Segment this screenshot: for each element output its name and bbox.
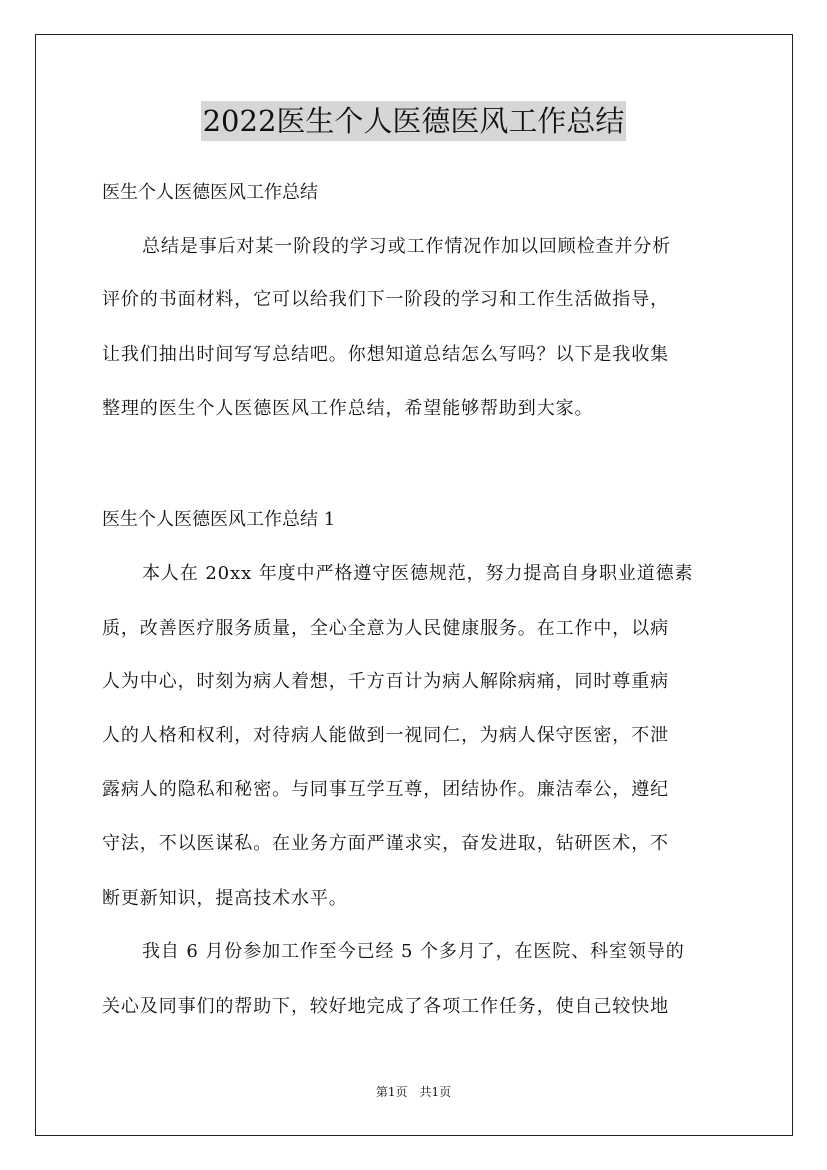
intro-line: 整理的医生个人医德医风工作总结，希望能够帮助到大家。: [102, 398, 594, 419]
section1-heading: 医生个人医德医风工作总结 1: [102, 509, 336, 530]
section1-p1-line: 露病人的隐私和秘密。与同事互学互尊，团结协作。廉洁奉公，遵纪: [102, 779, 669, 800]
intro-line: 总结是事后对某一阶段的学习或工作情况作加以回顾检查并分析: [142, 236, 672, 257]
page-footer: 第1页 共1页: [375, 1085, 452, 1099]
section1-p1-line: 人的人格和权利，对待病人能做到一视同仁，为病人保守医密，不泄: [102, 725, 669, 746]
document-title: 2022医生个人医德医风工作总结: [201, 101, 627, 141]
intro-line: 评价的书面材料，它可以给我们下一阶段的学习和工作生活做指导，: [102, 289, 669, 310]
section1-p1-line: 质，改善医疗服务质量，全心全意为人民健康服务。在工作中，以病: [102, 618, 669, 639]
section1-p1-line: 人为中心，时刻为病人着想，千方百计为病人解除病痛，同时尊重病: [102, 671, 669, 692]
section1-p2-line: 关心及同事们的帮助下，较好地完成了各项工作任务，使自己较快地: [102, 996, 669, 1017]
intro-heading: 医生个人医德医风工作总结: [102, 182, 318, 203]
intro-line: 让我们抽出时间写写总结吧。你想知道总结怎么写吗？以下是我收集: [102, 344, 669, 365]
section1-p1-line: 断更新知识，提高技术水平。: [102, 888, 348, 909]
section1-p1-line: 守法，不以医谋私。在业务方面严谨求实，奋发进取，钻研医术，不: [102, 833, 669, 854]
section1-p2-line: 我自 6 月份参加工作至今已经 5 个多月了，在医院、科室领导的: [142, 941, 685, 962]
section1-p1-line: 本人在 20xx 年度中严格遵守医德规范，努力提高自身职业道德素: [142, 563, 694, 584]
title-container: [0, 101, 827, 141]
